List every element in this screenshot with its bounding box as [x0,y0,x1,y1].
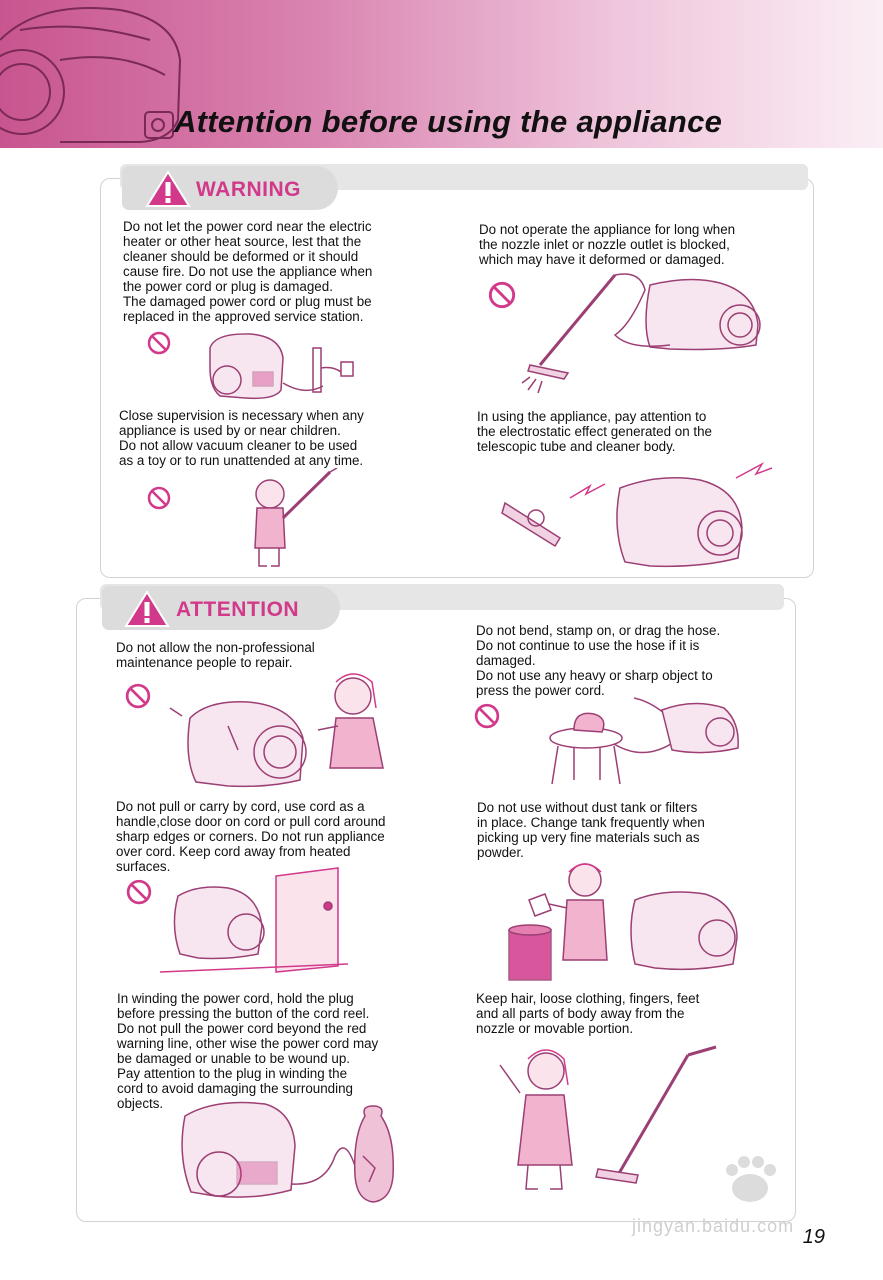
page-number: 19 [802,1226,825,1248]
child-with-vacuum-illustration [245,468,345,576]
attention-item-1: Do not allow the non-professional maintenance people to repair. [116,640,315,670]
warning-item-4: In using the appliance, pay attention to the electrostatic effect generated on the telescopic tube and cleaner body. [477,409,712,454]
dust-tank-girl-illustration [505,860,745,984]
attention-item-2: Do not bend, stamp on, or drag the hose. Do not continue to use the hose if it is damaged. Do not use any heavy or sharp object to press the power cord. [476,623,721,698]
attention-item-5: In winding the power cord, hold the plug before pressing the button of the cord reel. Do not pull the power cord beyond the red warning line, other wise the power cord may be damaged or unable to be wound up. Pay attention to the plug in winding the cord to avoid damaging the surrounding objects. [117,991,379,1111]
heavy-object-on-hose-illustration [544,692,744,792]
electrostatic-illustration [500,458,780,573]
cleaner-near-heater-illustration [205,328,365,403]
watermark-url: jingyan.baidu.com [632,1216,795,1236]
prohibition-icon [147,486,171,510]
repair-girl-illustration [168,668,400,792]
attention-item-6: Keep hair, loose clothing, fingers, feet and all parts of body away from the nozzle or movable portion. [476,991,700,1036]
prohibition-icon [488,281,516,309]
blocked-nozzle-illustration [520,265,770,400]
cord-reel-vase-illustration [175,1096,415,1208]
vacuum-cleaner-illustration [0,0,200,148]
baidu-paw-watermark [628,1148,828,1214]
prohibition-icon [147,331,171,355]
page-title: Attention before using the appliance [174,104,723,139]
attention-item-3: Do not pull or carry by cord, use cord as a handle,close door on cord or pull cord around sharp edges or corners. Do not run appliance over cord. Keep cord away from heated surfaces. [116,799,386,874]
prohibition-icon [474,703,500,729]
warning-triangle-icon [124,590,170,628]
attention-item-4: Do not use without dust tank or filters in place. Change tank frequently when picking up very fine materials such as powder. [477,800,705,860]
warning-heading: WARNING [196,178,301,201]
prohibition-icon [125,683,151,709]
warning-triangle-icon [145,170,191,208]
warning-item-3: Close supervision is necessary when any appliance is used by or near children. Do not allow vacuum cleaner to be used as a toy or to run unattended at any time. [119,408,364,468]
attention-heading: ATTENTION [176,598,300,621]
prohibition-icon [126,879,152,905]
warning-item-1: Do not let the power cord near the electric heater or other heat source, lest that the cleaner should be deformed or it should cause fire. Do not use the appliance when the power cord or plug is damaged. The damaged power cord or plug must be replaced in the approved service station. [123,219,373,324]
warning-item-2: Do not operate the appliance for long when the nozzle inlet or nozzle outlet is blocked, which may have it deformed or damaged. [479,222,736,267]
door-on-cord-illustration [158,866,348,978]
